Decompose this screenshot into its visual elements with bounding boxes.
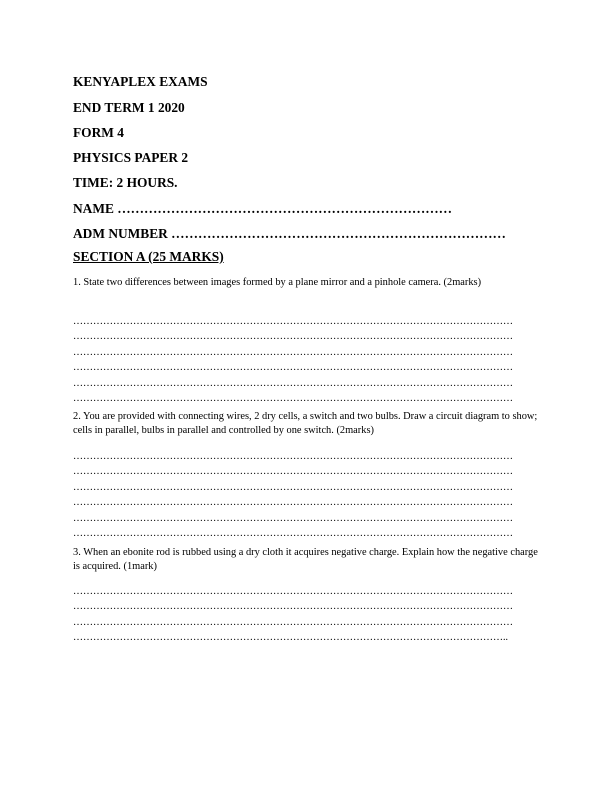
question-2-text: 2. You are provided with connecting wires, 2 dry cells, a switch and two bulbs. Draw a circuit diagram to show; cells in parallel, bulbs in parallel and controlled by one switch. (2marks) [73,411,538,436]
answer-line: …………………………………………………………………………………………………………………… [73,331,513,343]
answer-line: …………………………………………………………………………………………………………………… [73,497,513,509]
question-3-answer-lines [73,584,541,646]
answer-line: ………………………………………………………………………………………………………………….. [73,632,508,644]
answer-line: …………………………………………………………………………………………………………………… [73,377,513,389]
answer-line: …………………………………………………………………………………………………………………… [73,527,513,539]
answer-line: …………………………………………………………………………………………………………………… [73,481,513,493]
answer-line: …………………………………………………………………………………………………………………… [73,601,513,613]
answer-line: …………………………………………………………………………………………………………………… [73,451,513,462]
exam-subject: PHYSICS PAPER 2 [73,150,189,165]
answer-line: …………………………………………………………………………………………………………………… [73,512,513,524]
answer-line: …………………………………………………………………………………………………………………… [73,466,513,478]
exam-body-title: KENYAPLEX EXAMS [73,74,208,89]
section-a-title: SECTION A (25 MARKS) [73,249,224,264]
answer-line: …………………………………………………………………………………………………………………… [73,362,513,374]
question-3-text: 3. When an ebonite rod is rubbed using a dry cloth it acquires negative charge. Explain how the negative charge is acquired. (1mark) [73,547,538,572]
question-1-answer-lines [73,314,541,406]
question-2-answer-lines [73,449,541,541]
exam-term: END TERM 1 2020 [73,100,185,115]
answer-line: …………………………………………………………………………………………………………………… [73,586,513,597]
adm-number-field: ADM NUMBER ………………………………………………………………… [73,226,506,241]
answer-line: …………………………………………………………………………………………………………………… [73,616,513,628]
name-field: NAME ………………………………………………………………… [73,201,453,216]
answer-line: …………………………………………………………………………………………………………………… [73,346,513,358]
answer-line: …………………………………………………………………………………………………………………… [73,392,513,404]
exam-time: TIME: 2 HOURS. [73,175,178,190]
exam-form: FORM 4 [73,125,124,140]
answer-line: …………………………………………………………………………………………………………………… [73,316,513,327]
question-1-text: 1. State two differences between images formed by a plane mirror and a pinhole camera. (2marks) [73,277,482,288]
